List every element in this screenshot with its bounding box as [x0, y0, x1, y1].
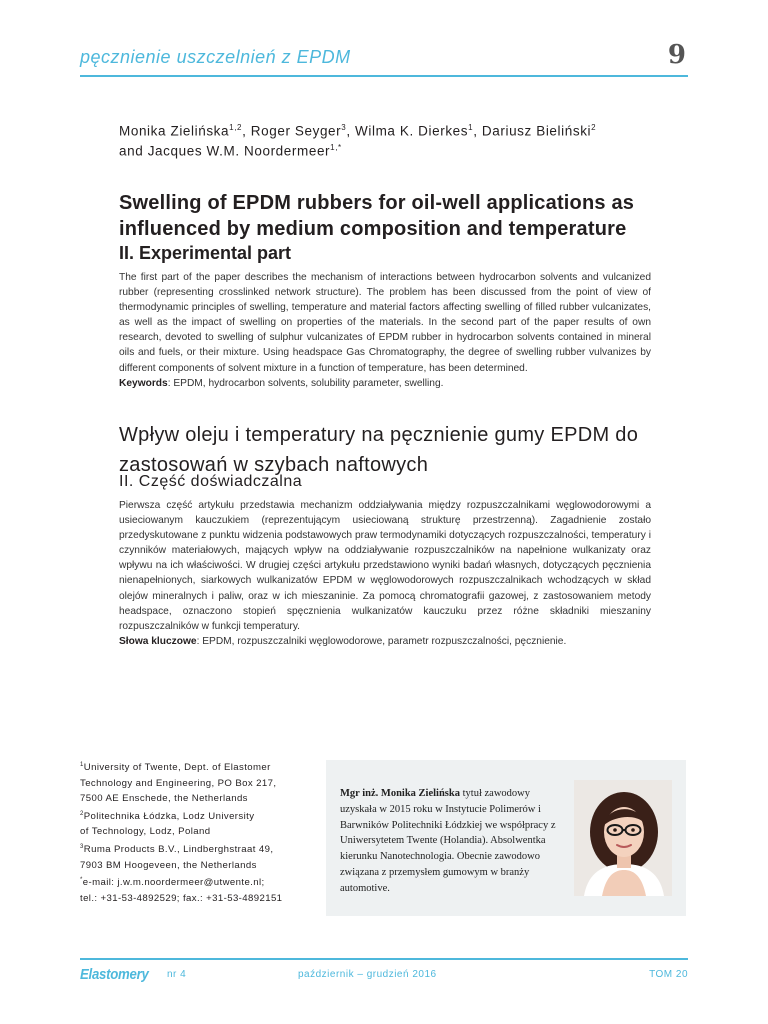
affiliation-line: Technology and Engineering, PO Box 217,	[80, 777, 277, 789]
issue-number: nr 4	[167, 969, 187, 980]
polish-title: Wpływ oleju i temperatury na pęcznienie gumy EPDM do zastosowań w szybach naftowych	[119, 424, 639, 476]
running-title: pęcznienie uszczelnień z EPDM	[80, 47, 351, 67]
page-number: 9	[667, 40, 686, 70]
author-name: Jacques W.M. Noordermeer	[147, 143, 331, 158]
author-name: Wilma K. Dierkes	[355, 123, 469, 139]
keywords-label: Słowa kluczowe	[119, 635, 197, 647]
bio-text: tytuł zawodowy uzyskała w 2015 roku w Instytucie Polimerów i Barwników Politechniki Łódzkiej we współpracy z Uniwersytetem Twente (Holandia). Absolwentka kierunku Nanotechnologia. Obecnie zawodowo związana z przemysłem gumowym w branży automotive.	[340, 788, 556, 894]
footer-rule	[80, 958, 688, 960]
polish-abstract-text: Pierwsza część artykułu przedstawia mechanizm oddziaływania między rozpuszczalnikami węglowodorowymi a usieciowanym kauczukiem (reprezentującym usieciowaną strukturę przestrzenną). Zagadnienie zostało przedyskutowane z punktu widzenia podstawowych praw termodynamiki dotyczących rozpuszczalności, temperatury i czynników materiałowych, mających wpływ na oddziaływanie rozpuszczalników na napełnione wulkanizaty oraz wpływu na ich właściwości. W drugiej części artykułu przedstawiono wyniki badań własnych, dotyczących pęcznienia nienapełnionych, siarkowych wulkanizatów EPDM w węglowodorowych rozpuszczalnikach wchodzących w skład olejów mineralnych i paliw, oraz w ich mieszaninie. Za pomocą chromatografii gazowej, z zastosowaniem metody headspace, oznaczono stopień spęcznienia wulkanizatów kauczuku przez różne składniki mieszaniny rozpuszczalników w funkcji temperatury.	[119, 500, 651, 632]
affiliations	[80, 758, 320, 906]
keywords-text: : EPDM, hydrocarbon solvents, solubility parameter, swelling.	[167, 377, 444, 389]
issue-date: październik – grudzień 2016	[298, 969, 437, 980]
volume-number: TOM 20	[649, 969, 688, 980]
affiliation-line: University of Twente, Dept. of Elastomer	[83, 762, 271, 774]
bio-name: Mgr inż. Monika Zielińska	[340, 788, 460, 799]
author-conjunction: and	[119, 143, 144, 158]
affiliation-mark: 1	[80, 762, 84, 768]
contact-phone: tel.: +31-53-4892529; fax.: +31-53-4892151	[80, 892, 283, 904]
author-name: Dariusz Bieliński	[481, 123, 592, 139]
affiliation-mark: 3	[80, 843, 84, 850]
affiliation-mark: 1	[468, 123, 474, 132]
affiliation-mark: 2	[80, 810, 84, 817]
keywords-label: Keywords	[119, 377, 168, 389]
english-keywords	[119, 376, 651, 391]
affiliation-line: of Technology, Lodz, Poland	[80, 826, 211, 838]
polish-abstract	[119, 498, 651, 649]
affiliation-mark: 2	[591, 123, 597, 132]
author-name: Roger Seyger	[250, 123, 342, 139]
author-bio	[340, 786, 568, 897]
contact-email: e-mail: j.w.m.noordermeer@utwente.nl;	[82, 877, 265, 889]
affiliation-mark: *	[80, 877, 83, 884]
keywords-text: : EPDM, rozpuszczalniki węglowodorowe, parametr rozpuszczalności, pęcznienie.	[196, 635, 567, 647]
author-name: Monika Zielińska	[119, 123, 230, 139]
english-title: Swelling of EPDM rubbers for oil-well applications as influenced by medium composition and temperature	[119, 192, 635, 240]
polish-subtitle: II. Część doświadczalna	[119, 473, 303, 490]
affiliation-mark: 1,*	[330, 142, 342, 152]
author-photo	[574, 780, 672, 896]
polish-keywords	[119, 634, 651, 649]
english-abstract-text: The first part of the paper describes the mechanism of interactions between hydrocarbon solvents and vulcanized rubber (representing crosslinked network structure). The problem has been discussed from the point of view of thermodynamic principles of swelling, temperature and material factors affecting swelling of filled rubber vulcanizates, as well as the impact of swelling on properties of the materials. In the second part of the paper results of own research, devoted to swelling of sulphur vulcanizates of EPDM rubber in hydrocarbon solvents contained in mineral oils and fuels, or their mixture. Using headspace Gas Chromatography, the degree of swelling rubber vulvanizes by different components of solvent mixture in a function of temperature, has been determined.	[119, 272, 651, 374]
affiliation-mark: 3	[341, 123, 347, 132]
header-rule	[80, 75, 688, 77]
journal-logo: Elastomery	[80, 966, 149, 983]
english-abstract	[119, 270, 651, 391]
english-subtitle: II. Experimental part	[119, 243, 292, 263]
affiliation-line: Politechnika Łódzka, Lodz University	[83, 810, 255, 822]
author-bio-box	[326, 760, 686, 916]
author-list: Monika Zielińska$^{1,2}$, Roger Seyger$^3$, Wilma K. Dierkes$^1$, Dariusz Bieliński$^2$ and Jacques W.M. Noordermeer$^{1,*}$	[119, 123, 597, 158]
affiliation-line: 7903 BM Hoogeveen, the Netherlands	[80, 859, 257, 871]
affiliation-mark: 1,2	[229, 123, 243, 132]
affiliation-line: 7500 AE Enschede, the Netherlands	[80, 793, 248, 805]
affiliation-line: Ruma Products B.V., Lindberghstraat 49,	[83, 844, 274, 856]
